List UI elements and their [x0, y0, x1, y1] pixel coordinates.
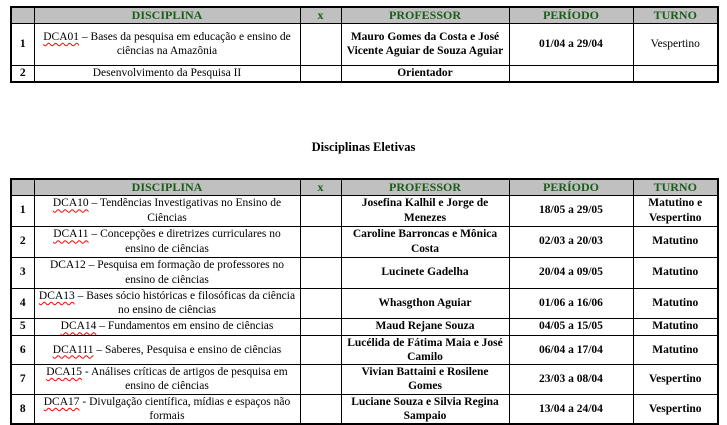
- discipline-cell: DCA11 – Concepções e diretrizes curriculares no ensino de ciências: [34, 226, 300, 257]
- row-number: 1: [11, 23, 34, 65]
- shift-cell: Matutino: [633, 257, 718, 288]
- period-cell: 20/04 a 09/05: [509, 257, 633, 288]
- table-row: [11, 364, 718, 394]
- shift-cell: Matutino: [633, 288, 718, 318]
- mandatory-table-body: [11, 23, 718, 82]
- discipline-cell: DCA01 – Bases da pesquisa em educação e ensino de ciências na Amazônia: [34, 23, 300, 65]
- x-mark-cell: [300, 23, 341, 65]
- shift-cell: Matutino e Vespertino: [633, 195, 718, 226]
- row-number: 6: [11, 335, 34, 364]
- discipline-cell: DCA111 – Saberes, Pesquisa e ensino de ciências: [34, 335, 300, 364]
- shift-cell: Matutino: [633, 318, 718, 335]
- shift-cell: Matutino: [633, 335, 718, 364]
- elective-table-body: [11, 195, 718, 424]
- table-row: [11, 23, 718, 65]
- header-row: [11, 179, 718, 195]
- section-title: Disciplinas Eletivas: [311, 140, 416, 154]
- column-header-disciplina: DISCIPLINA: [34, 179, 300, 195]
- column-header-professor: PROFESSOR: [341, 7, 509, 23]
- professor-cell: Vivian Battaini e Rosilene Gomes: [341, 364, 509, 394]
- period-cell: 02/03 a 20/03: [509, 226, 633, 257]
- shift-cell: Vespertino: [633, 23, 718, 65]
- column-header-periodo: PERÍODO: [509, 179, 633, 195]
- shift-cell: Matutino: [633, 226, 718, 257]
- professor-cell: Mauro Gomes da Costa e José Vicente Aguiar de Souza Aguiar: [341, 23, 509, 65]
- table-row: [11, 335, 718, 364]
- discipline-cell: Desenvolvimento da Pesquisa II: [34, 65, 300, 82]
- table-row: [11, 226, 718, 257]
- discipline-cell: DCA14 – Fundamentos em ensino de ciências: [34, 318, 300, 335]
- column-header-disciplina: DISCIPLINA: [34, 7, 300, 23]
- mandatory-disciplines-table: [10, 6, 719, 83]
- discipline-cell: DCA13 – Bases sócio históricas e filosóficas da ciência no ensino de ciências: [34, 288, 300, 318]
- course-code: DCA13: [38, 289, 75, 302]
- row-number: 7: [11, 364, 34, 394]
- period-cell: 13/04 a 24/04: [509, 394, 633, 424]
- professor-cell: Orientador: [341, 65, 509, 82]
- row-number: 1: [11, 195, 34, 226]
- column-header-turno: TURNO: [633, 7, 718, 23]
- corner-header-cell: [11, 7, 34, 23]
- x-mark-cell: [300, 335, 341, 364]
- course-code: DCA111: [52, 343, 94, 356]
- column-header-x: x: [300, 179, 341, 195]
- table-row: [11, 195, 718, 226]
- column-header-periodo: PERÍODO: [509, 7, 633, 23]
- discipline-cell: DCA10 – Tendências Investigativas no Ensino de Ciências: [34, 195, 300, 226]
- x-mark-cell: [300, 318, 341, 335]
- elective-disciplines-table: [10, 178, 719, 425]
- row-number: 2: [11, 65, 34, 82]
- course-code: DCA11: [53, 228, 89, 241]
- table-row: [11, 318, 718, 335]
- x-mark-cell: [300, 288, 341, 318]
- table-row: [11, 288, 718, 318]
- course-code: DCA14: [60, 320, 97, 333]
- discipline-cell: DCA12 – Pesquisa em formação de professores no ensino de ciências: [34, 257, 300, 288]
- corner-header-cell: [11, 179, 34, 195]
- professor-cell: Whasgthon Aguiar: [341, 288, 509, 318]
- course-code: DCA10: [52, 197, 89, 210]
- course-code: DCA01: [43, 30, 80, 43]
- column-header-x: x: [300, 7, 341, 23]
- shift-cell: Vespertino: [633, 394, 718, 424]
- x-mark-cell: [300, 65, 341, 82]
- row-number: 8: [11, 394, 34, 424]
- x-mark-cell: [300, 364, 341, 394]
- period-cell: [509, 65, 633, 82]
- professor-cell: Caroline Barroncas e Mônica Costa: [341, 226, 509, 257]
- header-row: [11, 7, 718, 23]
- shift-cell: [633, 65, 718, 82]
- x-mark-cell: [300, 394, 341, 424]
- course-code: DCA12: [49, 259, 86, 272]
- row-number: 3: [11, 257, 34, 288]
- professor-cell: Lucinete Gadelha: [341, 257, 509, 288]
- row-number: 2: [11, 226, 34, 257]
- table-row: [11, 65, 718, 82]
- period-cell: 18/05 a 29/05: [509, 195, 633, 226]
- period-cell: 01/04 a 29/04: [509, 23, 633, 65]
- period-cell: 01/06 a 16/06: [509, 288, 633, 318]
- period-cell: 23/03 a 08/04: [509, 364, 633, 394]
- discipline-cell: DCA15 - Análises críticas de artigos de pesquisa em ensino de ciências: [34, 364, 300, 394]
- table-row: [11, 257, 718, 288]
- shift-cell: Vespertino: [633, 364, 718, 394]
- period-cell: 04/05 a 15/05: [509, 318, 633, 335]
- table-row: [11, 394, 718, 424]
- period-cell: 06/04 a 17/04: [509, 335, 633, 364]
- column-header-turno: TURNO: [633, 179, 718, 195]
- row-number: 5: [11, 318, 34, 335]
- x-mark-cell: [300, 257, 341, 288]
- column-header-professor: PROFESSOR: [341, 179, 509, 195]
- course-code: DCA15: [46, 366, 83, 379]
- discipline-cell: DCA17 - Divulgação científica, mídias e espaços não formais: [34, 394, 300, 424]
- professor-cell: Josefina Kalhil e Jorge de Menezes: [341, 195, 509, 226]
- professor-cell: Maud Rejane Souza: [341, 318, 509, 335]
- course-code: DCA17: [43, 395, 80, 408]
- row-number: 4: [11, 288, 34, 318]
- professor-cell: Luciane Souza e Silvia Regina Sampaio: [341, 394, 509, 424]
- x-mark-cell: [300, 226, 341, 257]
- x-mark-cell: [300, 195, 341, 226]
- professor-cell: Lucélida de Fátima Maia e José Camilo: [341, 335, 509, 364]
